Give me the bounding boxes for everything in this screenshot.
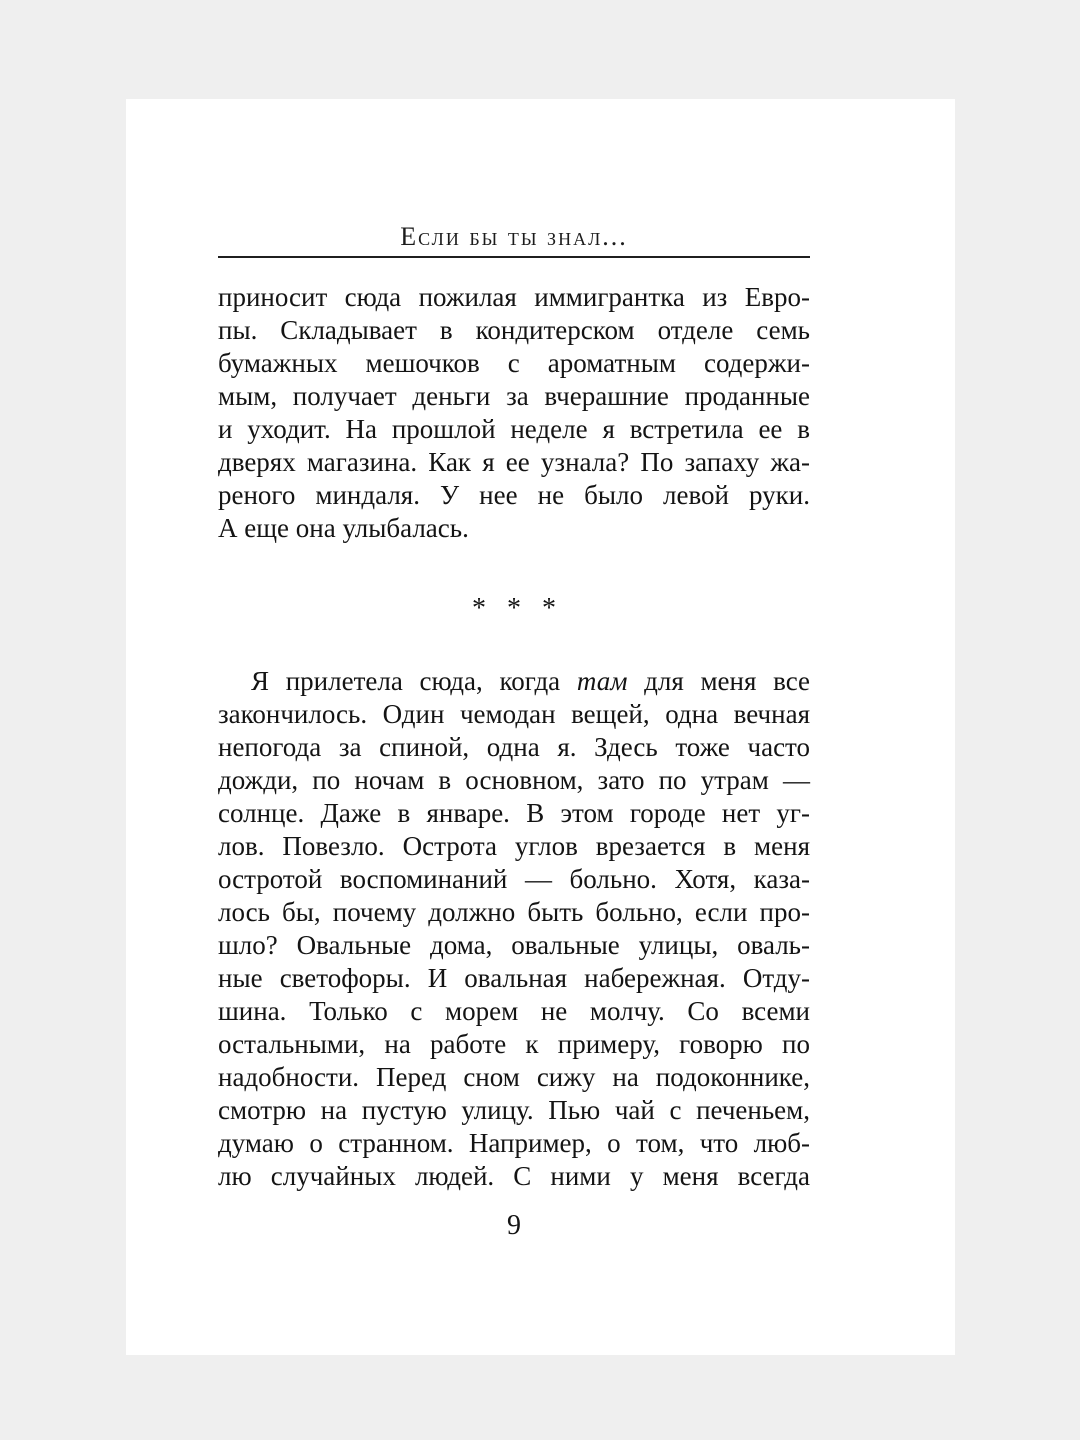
text-line: смотрю на пустую улицу. Пью чай с печеньем,	[218, 1095, 810, 1125]
text-line: лов. Повезло. Острота углов врезается в меня	[218, 831, 810, 861]
text-line: закончилось. Один чемодан вещей, одна вечная	[218, 699, 810, 729]
text-line: лось бы, почему должно быть больно, если про-	[218, 897, 810, 927]
text-line: остротой воспоминаний — больно. Хотя, каза-	[218, 864, 810, 894]
text-line: шло? Овальные дома, овальные улицы, оваль-	[218, 930, 810, 960]
text-line: пы. Складывает в кондитерском отделе семь	[218, 315, 810, 345]
text-line: остальными, на работе к примеру, говорю по	[218, 1029, 810, 1059]
running-header-title: Если бы ты знал...	[400, 222, 628, 251]
text-line: реного миндаля. У нее не было левой руки.	[218, 480, 810, 510]
text-line: А еще она улыбалась.	[218, 513, 469, 543]
text-line: и уходит. На прошлой неделе я встретила ее в	[218, 414, 810, 444]
text-line: бумажных мешочков с ароматным содержи-	[218, 348, 810, 378]
text-line: дверях магазина. Как я ее узнала? По запаху жа-	[218, 447, 810, 477]
page-number: 9	[507, 1210, 521, 1241]
text-line: мым, получает деньги за вчерашние проданные	[218, 381, 810, 411]
paragraph-2	[218, 665, 810, 1193]
section-separator: * * *	[472, 593, 556, 624]
book-page	[126, 99, 955, 1355]
header-rule-divider	[218, 256, 810, 258]
text-line: дожди, по ночам в основном, зато по утрам —	[218, 765, 810, 795]
text-line	[218, 665, 810, 698]
paragraph-1	[218, 281, 810, 545]
text-line: шина. Только с морем не молчу. Со всеми	[218, 996, 810, 1026]
text-line: непогода за спиной, одна я. Здесь тоже часто	[218, 732, 810, 762]
page-content	[218, 99, 810, 1242]
text-line: лю случайных людей. С ними у меня всегда	[218, 1161, 810, 1191]
text-line: приносит сюда пожилая иммигрантка из Евро-	[218, 282, 810, 312]
text-line: ные светофоры. И овальная набережная. Отду-	[218, 963, 810, 993]
text-line: надобности. Перед сном сижу на подоконнике,	[218, 1062, 810, 1092]
text-segment: Я прилетела сюда, когда	[251, 666, 577, 696]
emphasized-word: там	[576, 666, 628, 696]
text-line: думаю о странном. Например, о том, что люб-	[218, 1128, 810, 1158]
text-segment: для меня все	[627, 666, 810, 696]
text-line: солнце. Даже в январе. В этом городе нет уг-	[218, 798, 810, 828]
